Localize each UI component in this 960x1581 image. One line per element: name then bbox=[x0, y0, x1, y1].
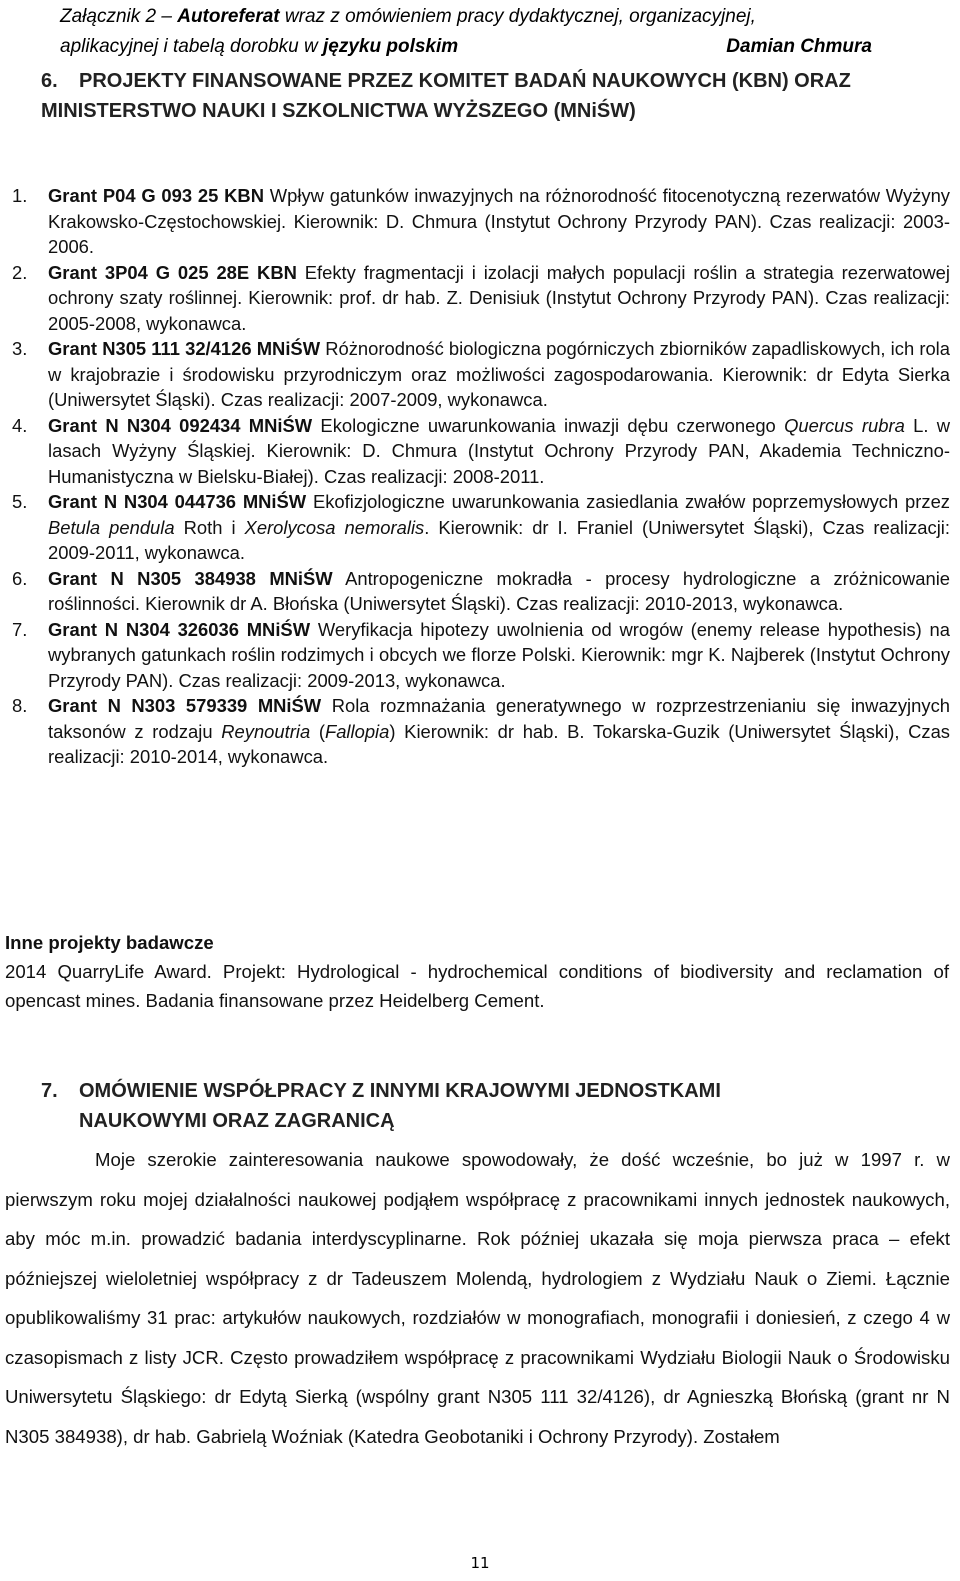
grant-number: 1. bbox=[12, 185, 28, 206]
grant-description: ) Kierownik: dr hab. B. Tokarska-Guzik (Uniwersytet Śląski), Czas realizacji: 2010-2014, wykonawca. bbox=[48, 720, 950, 767]
grant-item bbox=[12, 617, 950, 694]
species-name: Fallopia bbox=[324, 720, 390, 742]
section-number: 7. bbox=[41, 1080, 58, 1102]
header-text: Załącznik 2 – bbox=[60, 6, 178, 27]
document-header bbox=[60, 2, 872, 62]
grant-code: Grant P04 G 093 25 KBN bbox=[48, 185, 264, 206]
species-name: Reynoutria bbox=[221, 720, 311, 742]
grant-code: Grant N N304 326036 MNiŚW bbox=[48, 618, 311, 640]
grant-code: Grant 3P04 G 025 28E KBN bbox=[48, 261, 297, 283]
grant-description: Ekologiczne uwarunkowania inwazji dębu czerwonego bbox=[312, 414, 785, 436]
grant-item bbox=[12, 183, 950, 260]
grant-description: Ekofizjologiczne uwarunkowania zasiedlania zwałów poprzemysłowych przez bbox=[306, 491, 950, 512]
header-text-part: aplikacyjnej i tabelą dorobku w bbox=[60, 36, 323, 57]
grant-description: Wpływ gatunków inwazyjnych na różnorodność fitocenotyczną rezerwatów Wyżyny Krakowsko-Częstochowskiej. Kierownik: D. Chmura (Instytut Ochrony Przyrody PAN). Czas realizacji: 2003-2006. bbox=[48, 185, 950, 257]
section-6-heading bbox=[41, 66, 953, 126]
header-text bbox=[60, 32, 458, 62]
grant-item bbox=[12, 260, 950, 337]
other-projects-text: 2014 QuarryLife Award. Projekt: Hydrological - hydrochemical conditions of biodiversity and reclamation of opencast mines. Badania finansowane przez Heidelberg Cement. bbox=[5, 961, 949, 1011]
section-7-heading bbox=[41, 1076, 953, 1136]
grant-number: 8. bbox=[12, 695, 28, 716]
section-title: OMÓWIENIE WSPÓŁPRACY Z INNYMI KRAJOWYMI JEDNOSTKAMI bbox=[79, 1080, 721, 1102]
other-projects-heading: Inne projekty badawcze bbox=[5, 932, 214, 953]
header-bold-text: Autoreferat bbox=[177, 6, 280, 27]
species-name: Quercus rubra bbox=[784, 414, 905, 436]
grant-description: . Kierownik: dr I. Franiel (Uniwersytet Śląski), Czas realizacji: 2009-2011, wykonawca. bbox=[48, 516, 950, 563]
grant-description: Roth i bbox=[174, 516, 245, 538]
grant-code: Grant N N303 579339 MNiŚW bbox=[48, 695, 322, 716]
grant-code: Grant N N305 384938 MNiŚW bbox=[48, 567, 333, 589]
grant-description: Rola rozmnażania generatywnego w rozprzestrzenianiu się inwazyjnych taksonów z rodzaju bbox=[48, 695, 950, 742]
grant-number: 5. bbox=[12, 491, 28, 512]
header-author: Damian Chmura bbox=[726, 36, 872, 57]
header-bold-text: języku polskim bbox=[323, 36, 459, 57]
grant-item bbox=[12, 413, 950, 490]
section-title-continued: NAUKOWYMI ORAZ ZAGRANICĄ bbox=[79, 1110, 395, 1132]
section-number: 6. bbox=[41, 70, 58, 92]
section-7-paragraph: Moje szerokie zainteresowania naukowe spowodowały, że dość wcześnie, bo już w 1997 r. w pierwszym roku mojej działalności naukowej podjąłem współpracę z pracownikami innych jednostek naukowych, aby móc m.in. prowadzić badania interdyscyplinarne. Rok później ukazała się moja pierwsza praca – efekt późniejszej wieloletniej współpracy z dr Tadeuszem Molendą, hydrologiem z Wydziału Nauk o Ziemi. Łącznie opublikowaliśmy 31 prac: artykułów naukowych, rozdziałów w monografiach, monografii i doniesień, z czego 4 w czasopismach z listy JCR. Często prowadziłem współpracę z pracownikami Wydziału Biologii Nauk o Środowisku Uniwersytetu Śląskiego: dr Edytą Sierką (wspólny grant N305 111 32/4126), dr Agnieszką Błońską (grant nr N N305 384938), dr hab. Gabrielą Woźniak (Katedra Geobotaniki i Ochrony Przyrody). Zostałem bbox=[5, 1149, 950, 1447]
grants-list bbox=[12, 183, 950, 770]
grant-number: 6. bbox=[12, 567, 28, 589]
grant-code: Grant N N304 092434 MNiŚW bbox=[48, 414, 313, 436]
grant-number: 4. bbox=[12, 414, 28, 436]
grant-description: ( bbox=[310, 720, 325, 742]
header-line-2 bbox=[60, 32, 872, 62]
grant-number: 7. bbox=[12, 618, 28, 640]
grant-description: Antropogeniczne mokradła - procesy hydrologiczne a zróżnicowanie roślinności. Kierownik dr A. Błońska (Uniwersytet Śląski). Czas realizacji: 2010-2013, wykonawca. bbox=[48, 567, 951, 614]
grant-item bbox=[12, 693, 950, 770]
grant-description: Efekty fragmentacji i izolacji małych populacji roślin a strategia rezerwatowej ochrony szaty roślinnej. Kierownik: prof. dr hab. Z. Denisiuk (Instytut Ochrony Przyrody PAN). Czas realizacji: 2005-2008, wykonawca. bbox=[48, 261, 950, 334]
header-line-1 bbox=[60, 2, 872, 32]
grant-description: Weryfikacja hipotezy uwolnienia od wrogów (enemy release hypothesis) na wybranych gatunkach roślin rodzimych i obcych we florze Polski. Kierownik: mgr K. Najberek (Instytut Ochrony Przyrody PAN). Czas realizacji: 2009-2013, wykonawca. bbox=[48, 618, 951, 691]
species-name: Betula pendula bbox=[48, 516, 175, 538]
grant-number: 3. bbox=[12, 338, 28, 359]
other-projects bbox=[5, 928, 949, 1015]
grant-item bbox=[12, 566, 950, 617]
species-name: Xerolycosa nemoralis bbox=[244, 516, 425, 538]
grant-description: Różnorodność biologiczna pogórniczych zbiorników zapadliskowych, ich rola w krajobrazie i środowisku przyrodniczym oraz możliwości zagospodarowania. Kierownik: dr Edyta Sierka (Uniwersytet Śląski). Czas realizacji: 2007-2009, wykonawca. bbox=[48, 338, 950, 410]
page-number: 11 bbox=[470, 1554, 490, 1572]
grant-number: 2. bbox=[12, 261, 28, 283]
grant-item bbox=[12, 336, 950, 413]
grant-description: L. w lasach Wyżyny Śląskiej. Kierownik: D. Chmura (Instytut Ochrony Przyrody PAN, Akademia Techniczno-Humanistyczna w Bielsku-Białej). Czas realizacji: 2008-2011. bbox=[48, 414, 951, 487]
section-title: PROJEKTY FINANSOWANE PRZEZ KOMITET BADAŃ NAUKOWYCH (KBN) ORAZ MINISTERSTWO NAUKI I SZKOLNICTWA WYŻSZEGO (MNiŚW) bbox=[41, 70, 851, 122]
grant-code: Grant N305 111 32/4126 MNiŚW bbox=[48, 338, 321, 359]
header-text: wraz z omówieniem pracy dydaktycznej, organizacyjnej, bbox=[279, 6, 756, 27]
grant-item bbox=[12, 489, 950, 566]
grant-code: Grant N N304 044736 MNiŚW bbox=[48, 491, 307, 512]
